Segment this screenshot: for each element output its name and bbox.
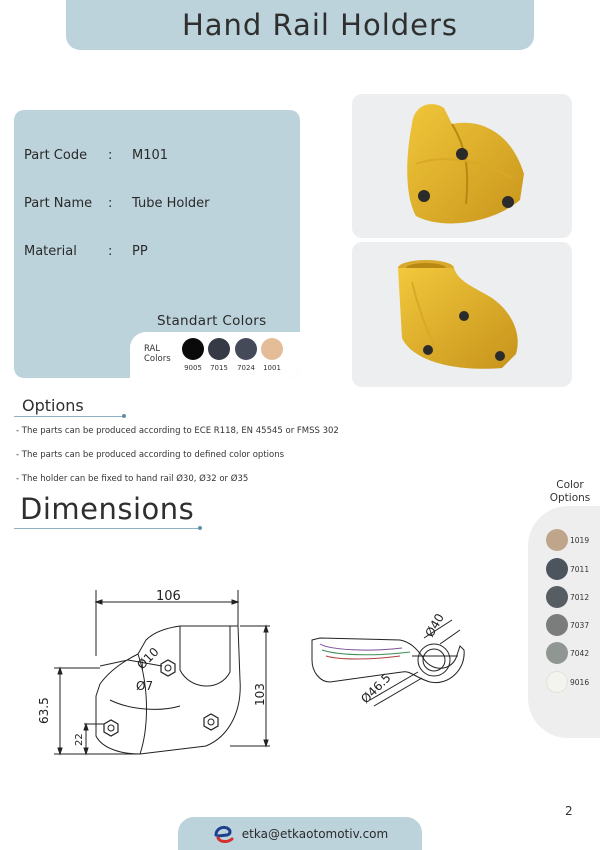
standart-colors-title: Standart Colors [157, 313, 267, 329]
ral-swatch [208, 338, 230, 360]
part-name-value: Tube Holder [132, 196, 210, 211]
page-number: 2 [565, 804, 573, 818]
ral-swatch [235, 338, 257, 360]
material-row [24, 244, 148, 259]
part-code-label: Part Code [24, 148, 88, 163]
dimensions-underline-dot [198, 526, 202, 530]
ral-swatch-code: 9005 [184, 364, 202, 372]
color-option-code: 7012 [570, 592, 590, 602]
part-info-panel [14, 110, 300, 378]
options-title: Options [22, 396, 84, 415]
ral-colors-box [130, 332, 300, 378]
ral-swatch [261, 338, 283, 360]
color-option [546, 529, 589, 551]
product-photo-front [352, 94, 572, 238]
part-name-sep: : [108, 196, 113, 211]
material-sep: : [108, 244, 113, 259]
footer-bar [178, 817, 422, 850]
dim-height-left-label: 63.5 [37, 697, 51, 724]
dim-height-right-label: 103 [253, 683, 267, 706]
dim-d40-label: Ø40 [422, 611, 447, 640]
color-option-swatch [546, 529, 568, 551]
color-option [546, 586, 589, 608]
option-item: - The parts can be produced according to ECE R118, EN 45545 or FMSS 302 [16, 426, 339, 436]
page-title: Hand Rail Holders [181, 8, 459, 42]
etka-logo-icon [212, 823, 238, 845]
technical-drawing [30, 560, 490, 770]
dim-d46-label: Ø46.5 [358, 670, 394, 707]
dimensions-underline [14, 528, 200, 529]
ral-swatch-code: 7015 [210, 364, 228, 372]
ral-swatch-code: 7024 [237, 364, 255, 372]
color-option-code: 1019 [570, 535, 590, 545]
color-options-title [540, 479, 600, 505]
color-options-panel [528, 506, 600, 738]
color-option-code: 9016 [570, 677, 590, 687]
color-option [546, 642, 589, 664]
color-option-swatch [546, 642, 568, 664]
dim-d7-label: Ø7 [136, 679, 154, 693]
footer-email-link[interactable]: etka@etkaotomotiv.com [241, 826, 389, 841]
dim-width-label: 106 [156, 589, 181, 604]
color-option-swatch [546, 586, 568, 608]
options-underline-dot [122, 414, 126, 418]
color-option [546, 671, 589, 693]
ral-label-line-1: RAL [144, 344, 161, 354]
part-code-row [24, 148, 168, 163]
dimensions-title: Dimensions [20, 492, 195, 526]
color-option-code: 7011 [570, 564, 590, 574]
color-option-swatch [546, 614, 568, 636]
material-value: PP [132, 244, 148, 259]
dim-d10-label: Ø10 [134, 644, 162, 673]
color-option [546, 558, 589, 580]
color-option [546, 614, 589, 636]
ral-label [144, 344, 171, 364]
option-item: - The holder can be fixed to hand rail Ø30, Ø32 or Ø35 [16, 474, 249, 484]
option-item: - The parts can be produced according to defined color options [16, 450, 285, 460]
product-photo-side [352, 242, 572, 387]
color-options-title-line-1: Color [556, 479, 584, 491]
part-code-sep: : [108, 148, 113, 163]
ral-label-line-2: Colors [144, 354, 171, 364]
header-bar [66, 0, 534, 50]
ral-swatch-code: 1001 [263, 364, 281, 372]
part-name-label: Part Name [24, 196, 93, 211]
dim-small-label: 22 [74, 733, 85, 746]
color-options-title-line-2: Options [549, 492, 591, 504]
color-option-code: 7037 [570, 620, 590, 630]
options-underline [14, 416, 124, 417]
part-name-row [24, 196, 210, 211]
part-code-value: M101 [132, 148, 169, 163]
color-option-swatch [546, 671, 568, 693]
color-option-swatch [546, 558, 568, 580]
ral-swatch [182, 338, 204, 360]
color-option-code: 7042 [570, 648, 590, 658]
material-label: Material [24, 244, 77, 259]
